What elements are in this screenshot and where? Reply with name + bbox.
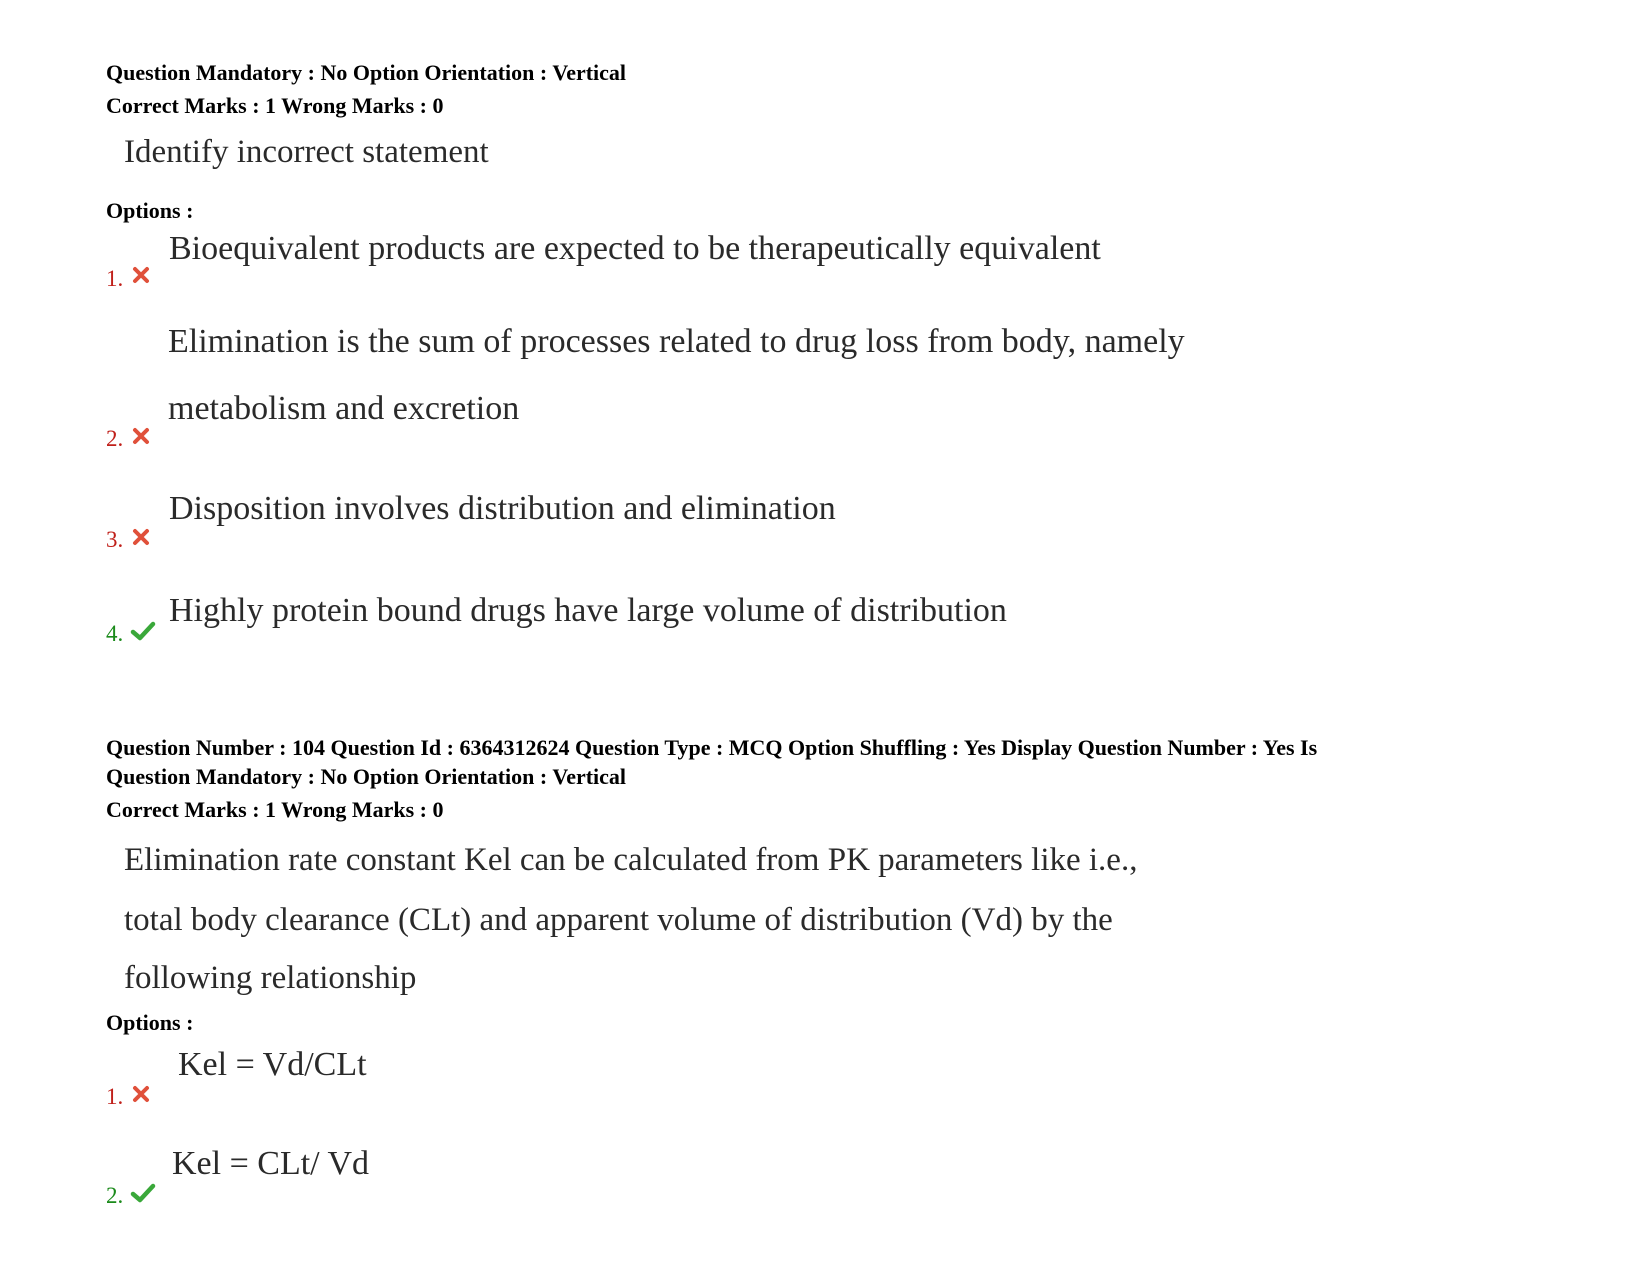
q103-option-1-number: 1. — [106, 266, 124, 291]
q103-option-2-text-line2: metabolism and excretion — [168, 390, 520, 427]
q104-question-line1: Elimination rate constant Kel can be calculated from PK parameters like i.e., — [124, 842, 1138, 878]
cross-icon — [132, 1085, 152, 1105]
q104-question-line2: total body clearance (CLt) and apparent volume of distribution (Vd) by the — [124, 902, 1113, 938]
check-icon — [130, 620, 156, 640]
q103-question-text: Identify incorrect statement — [124, 134, 489, 170]
q104-options-label: Options : — [106, 1010, 194, 1035]
q104-meta-line3: Correct Marks : 1 Wrong Marks : 0 — [106, 797, 444, 822]
q103-meta-line1: Question Mandatory : No Option Orientation : Vertical — [106, 60, 627, 85]
q104-option-2-text: Kel = CLt/ Vd — [172, 1145, 370, 1182]
q103-option-3-number: 3. — [106, 527, 124, 552]
q103-option-4-text: Highly protein bound drugs have large volume of distribution — [169, 592, 1007, 629]
q104-question-line3: following relationship — [124, 960, 417, 996]
q103-option-2-text-line1: Elimination is the sum of processes related to drug loss from body, namely — [168, 323, 1185, 360]
cross-icon — [132, 266, 152, 286]
q104-option-1-text: Kel = Vd/CLt — [178, 1046, 367, 1083]
cross-icon — [132, 427, 152, 447]
q104-meta-line2: Question Mandatory : No Option Orientation : Vertical — [106, 764, 627, 789]
q103-meta-line2: Correct Marks : 1 Wrong Marks : 0 — [106, 93, 444, 118]
cross-icon — [132, 528, 152, 548]
q103-option-4-number: 4. — [106, 621, 124, 646]
q104-option-1-number: 1. — [106, 1084, 124, 1109]
q103-option-1-text: Bioequivalent products are expected to be therapeutically equivalent — [169, 230, 1101, 267]
q104-meta-line1: Question Number : 104 Question Id : 6364312624 Question Type : MCQ Option Shuffling : Yes Display Question Number : Yes Is — [106, 735, 1318, 760]
q103-option-3-text: Disposition involves distribution and elimination — [169, 490, 836, 527]
q104-option-2-number: 2. — [106, 1183, 124, 1208]
check-icon — [130, 1182, 156, 1202]
q103-options-label: Options : — [106, 198, 194, 223]
q103-option-2-number: 2. — [106, 426, 124, 451]
